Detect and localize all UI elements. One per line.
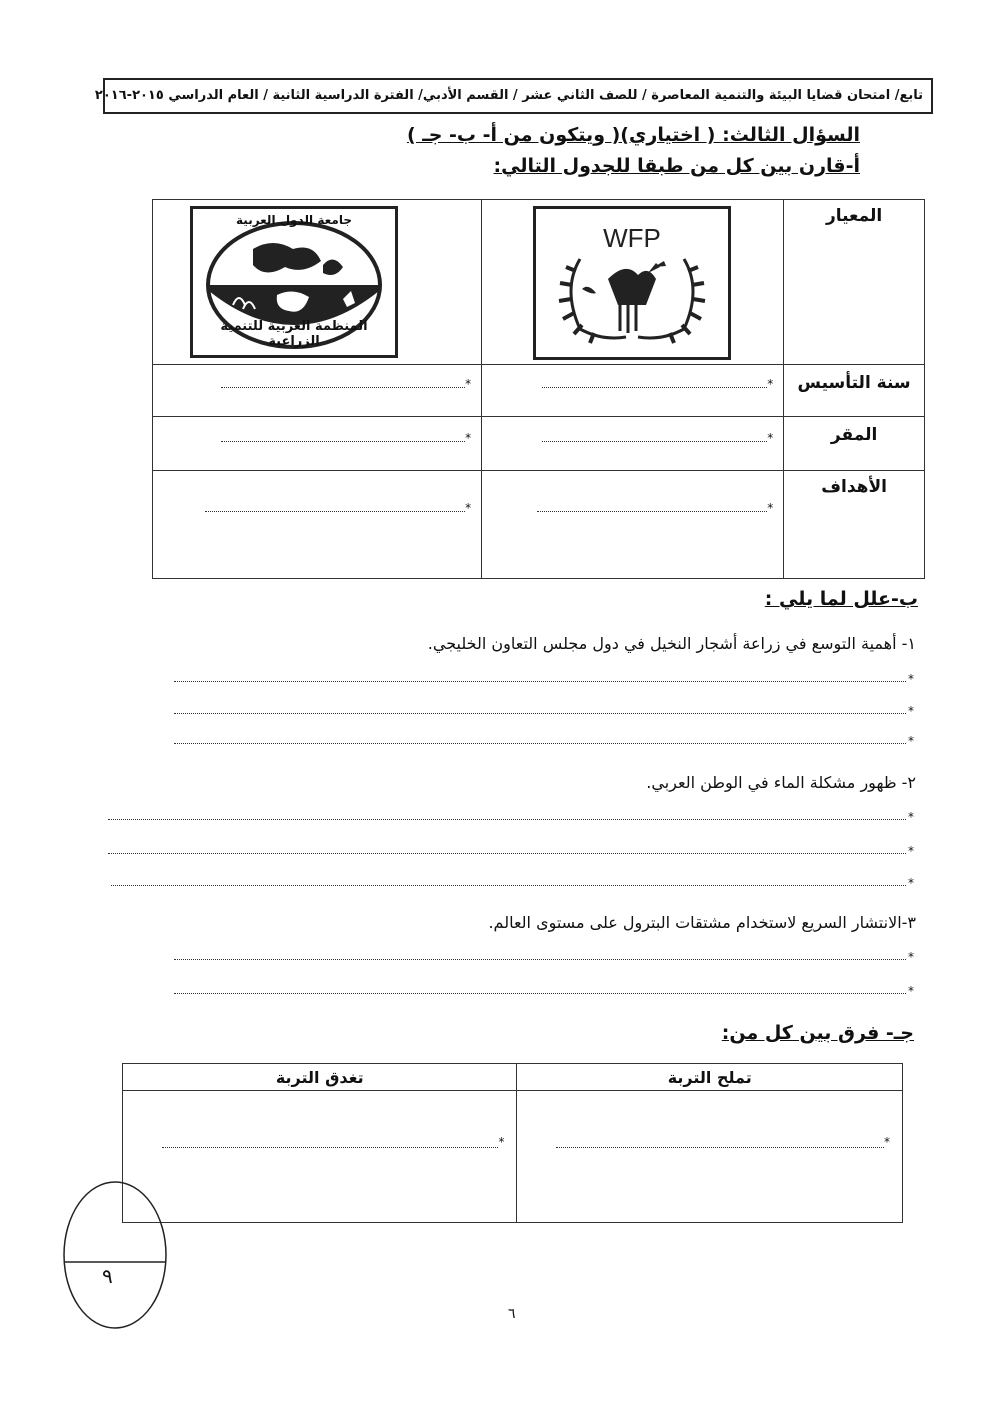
answer-line[interactable] xyxy=(108,819,906,820)
part-c-title: جـ- فرق بين كل من: xyxy=(721,1022,914,1044)
header-soil-waterlogging: تغدق التربة xyxy=(123,1064,517,1091)
answer-line[interactable] xyxy=(111,885,906,886)
score-oval-shape xyxy=(62,1180,168,1330)
answer-line[interactable] xyxy=(174,713,906,714)
answer-cell-wfp-year[interactable] xyxy=(482,365,784,417)
score-value: ٩ xyxy=(102,1264,113,1288)
answer-line[interactable] xyxy=(174,681,906,682)
answer-cell-aoad-goals[interactable] xyxy=(153,471,482,579)
reason-2-text: ٢- ظهور مشكلة الماء في الوطن العربي. xyxy=(646,773,916,792)
reason-3-text: ٣-الانتشار السريع لاستخدام مشتقات البترول على مستوى العالم. xyxy=(488,913,916,932)
score-oval xyxy=(62,1180,168,1330)
answer-bullet: * xyxy=(908,810,914,824)
answer-line[interactable] xyxy=(174,743,906,744)
row-label-headquarters: المقر xyxy=(830,425,878,445)
answer-bullet: * xyxy=(767,501,774,515)
answer-bullet: * xyxy=(908,984,914,998)
answer-bullet: * xyxy=(767,377,774,391)
wfp-logo-text: WFP xyxy=(603,223,661,253)
part-a-title: أ-قارن بين كل من طبقا للجدول التالي: xyxy=(493,155,860,177)
answer-bullet: * xyxy=(465,431,472,445)
answer-cell-aoad-hq[interactable] xyxy=(153,417,482,471)
row-label-objectives: الأهداف xyxy=(821,477,887,497)
answer-line xyxy=(221,441,465,442)
answer-line xyxy=(162,1147,498,1148)
answer-line[interactable] xyxy=(174,959,906,960)
answer-cell-salinization[interactable] xyxy=(517,1091,903,1223)
answer-bullet: * xyxy=(767,431,774,445)
answer-bullet: * xyxy=(884,1135,890,1149)
criteria-header-cell xyxy=(784,200,925,365)
aoad-top-text: جامعة الدول العربية xyxy=(236,213,352,227)
answer-cell-wfp-goals[interactable] xyxy=(482,471,784,579)
aoad-bottom-text: المنظمة العربية للتنمية الزراعية xyxy=(220,319,368,349)
part-b-title: ب-علل لما يلي : xyxy=(764,588,918,610)
reason-1-text: ١- أهمية التوسع في زراعة أشجار النخيل في دول مجلس التعاون الخليجي. xyxy=(427,634,916,653)
row-headquarters xyxy=(784,417,925,471)
answer-bullet: * xyxy=(465,501,472,515)
wfp-emblem-icon xyxy=(536,209,728,357)
answer-bullet: * xyxy=(908,876,914,890)
row-objectives xyxy=(784,471,925,579)
answer-bullet: * xyxy=(908,844,914,858)
answer-line xyxy=(542,387,767,388)
aoad-logo-cell xyxy=(153,200,482,365)
answer-line xyxy=(556,1147,884,1148)
header-soil-salinization: تملح التربة xyxy=(517,1064,903,1091)
answer-cell-aoad-year[interactable] xyxy=(153,365,482,417)
criteria-header: المعيار xyxy=(825,206,883,226)
answer-bullet: * xyxy=(908,704,914,718)
page-number: ٦ xyxy=(508,1306,516,1322)
exam-header: تابع/ امتحان قضايا البيئة والتنمية المعاصرة / للصف الثاني عشر / القسم الأدبي/ الفترة الدراسية الثانية / العام الدراسي ٢٠١٥-٢٠١٦ xyxy=(103,78,933,114)
row-label-founding-year: سنة التأسيس xyxy=(797,373,911,393)
answer-cell-waterlogging[interactable] xyxy=(123,1091,517,1223)
comparison-table xyxy=(152,199,925,579)
answer-cell-wfp-hq[interactable] xyxy=(482,417,784,471)
answer-bullet: * xyxy=(908,672,914,686)
answer-line[interactable] xyxy=(108,853,906,854)
question-title: السؤال الثالث: ( اختياري)( ويتكون من أ- ب- جـ ) xyxy=(406,124,860,146)
difference-table xyxy=(122,1063,903,1223)
answer-line xyxy=(205,511,465,512)
row-founding-year xyxy=(784,365,925,417)
answer-bullet: * xyxy=(908,950,914,964)
answer-bullet: * xyxy=(465,377,472,391)
wfp-logo-cell xyxy=(482,200,784,365)
answer-line xyxy=(221,387,465,388)
answer-line xyxy=(537,511,767,512)
aoad-logo xyxy=(190,206,398,358)
answer-line[interactable] xyxy=(174,993,906,994)
answer-bullet: * xyxy=(908,734,914,748)
wfp-logo xyxy=(533,206,731,360)
answer-bullet: * xyxy=(498,1135,505,1149)
answer-line xyxy=(542,441,767,442)
